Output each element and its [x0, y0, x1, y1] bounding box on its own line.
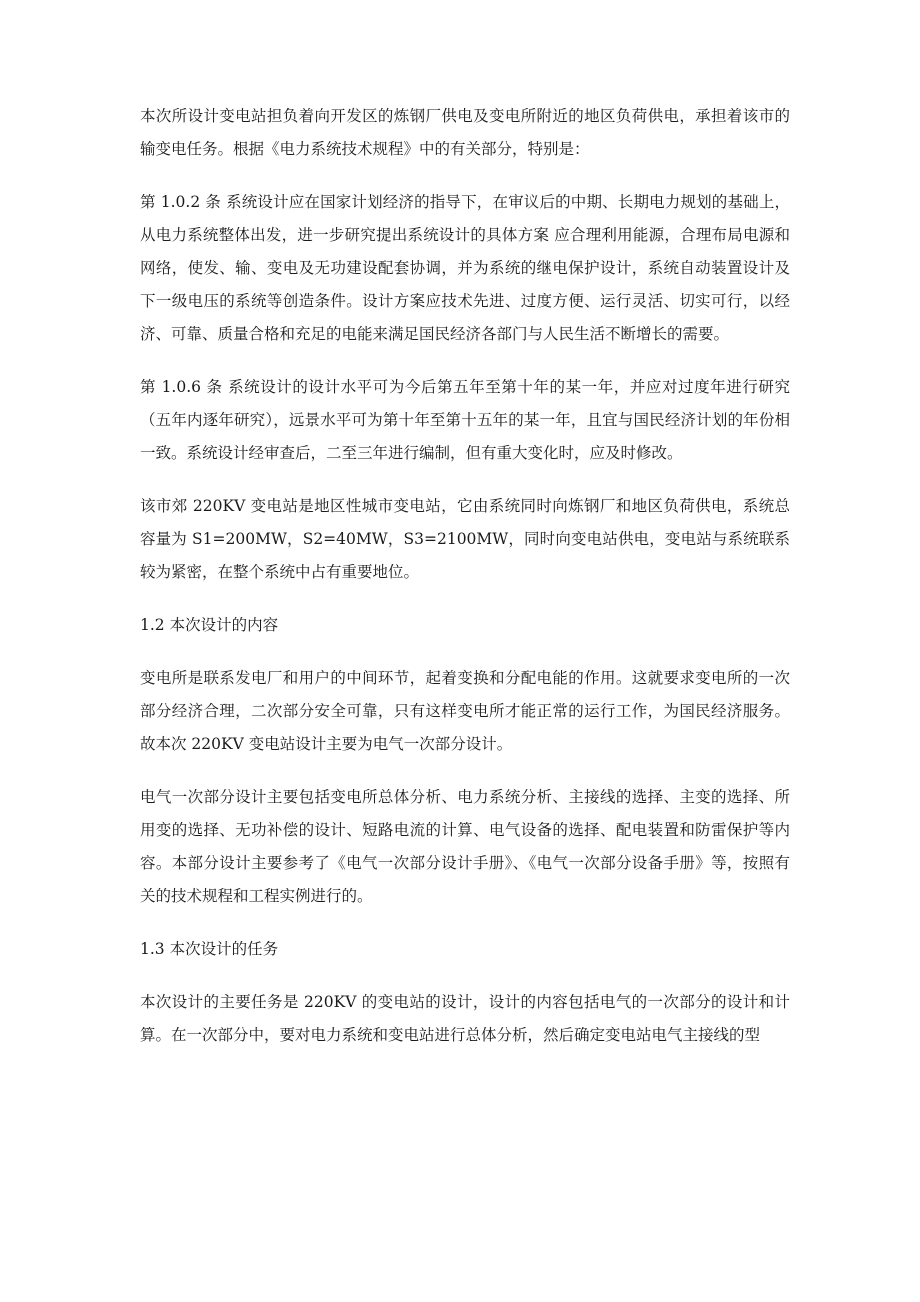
paragraph-design-content: 变电所是联系发电厂和用户的中间环节，起着变换和分配电能的作用。这就要求变电所的一次部分经济合理，二次部分安全可靠，只有这样变电所才能正常的运行工作，为国民经济服务。故本次 220KV 变电站设计主要为电气一次部分设计。 [140, 669, 790, 753]
paragraph-design-task: 本次设计的主要任务是 220KV 的变电站的设计，设计的内容包括电气的一次部分的设计和计算。在一次部分中，要对电力系统和变电站进行总体分析，然后确定变电站电气主接线的型 [140, 993, 790, 1044]
paragraph-primary-design: 电气一次部分设计主要包括变电所总体分析、电力系统分析、主接线的选择、主变的选择、所用变的选择、无功补偿的设计、短路电流的计算、电气设备的选择、配电装置和防雷保护等内容。本部分设计主要参考了《电气一次部分设计手册》、《电气一次部分设备手册》等，按照有关的技术规程和工程实例进行的。 [140, 788, 790, 905]
paragraph-clause-1-0-6: 第 1.0.6 条 系统设计的设计水平可为今后第五年至第十年的某一年，并应对过度年进行研究（五年内逐年研究），远景水平可为第十年至第十五年的某一年，且宜与国民经济计划的年份相一致。系统设计经审查后，二至三年进行编制，但有重大变化时，应及时修改。 [140, 378, 790, 462]
paragraph-intro: 本次所设计变电站担负着向开发区的炼钢厂供电及变电所附近的地区负荷供电，承担着该市的输变电任务。根据《电力系统技术规程》中的有关部分，特别是： [140, 107, 790, 158]
section-heading-1-3: 1.3 本次设计的任务 [140, 940, 279, 958]
section-heading-1-2: 1.2 本次设计的内容 [140, 616, 279, 634]
document-page [140, 100, 790, 1072]
paragraph-substation-overview: 该市郊 220KV 变电站是地区性城市变电站，它由系统同时向炼钢厂和地区负荷供电，系统总容量为 S1=200MW，S2=40MW，S3=2100MW，同时向变电站供电，变电站与系统联系较为紧密，在整个系统中占有重要地位。 [140, 497, 790, 581]
paragraph-clause-1-0-2: 第 1.0.2 条 系统设计应在国家计划经济的指导下，在审议后的中期、长期电力规划的基础上，从电力系统整体出发，进一步研究提出系统设计的具体方案 应合理利用能源，合理布局电源和网络，使发、输、变电及无功建设配套协调，并为系统的继电保护设计，系统自动装置设计及下一级电压的系统等创造条件。设计方案应技术先进、过度方便、运行灵活、切实可行，以经济、可靠、质量合格和充足的电能来满足国民经济各部门与人民生活不断增长的需要。 [140, 193, 790, 343]
